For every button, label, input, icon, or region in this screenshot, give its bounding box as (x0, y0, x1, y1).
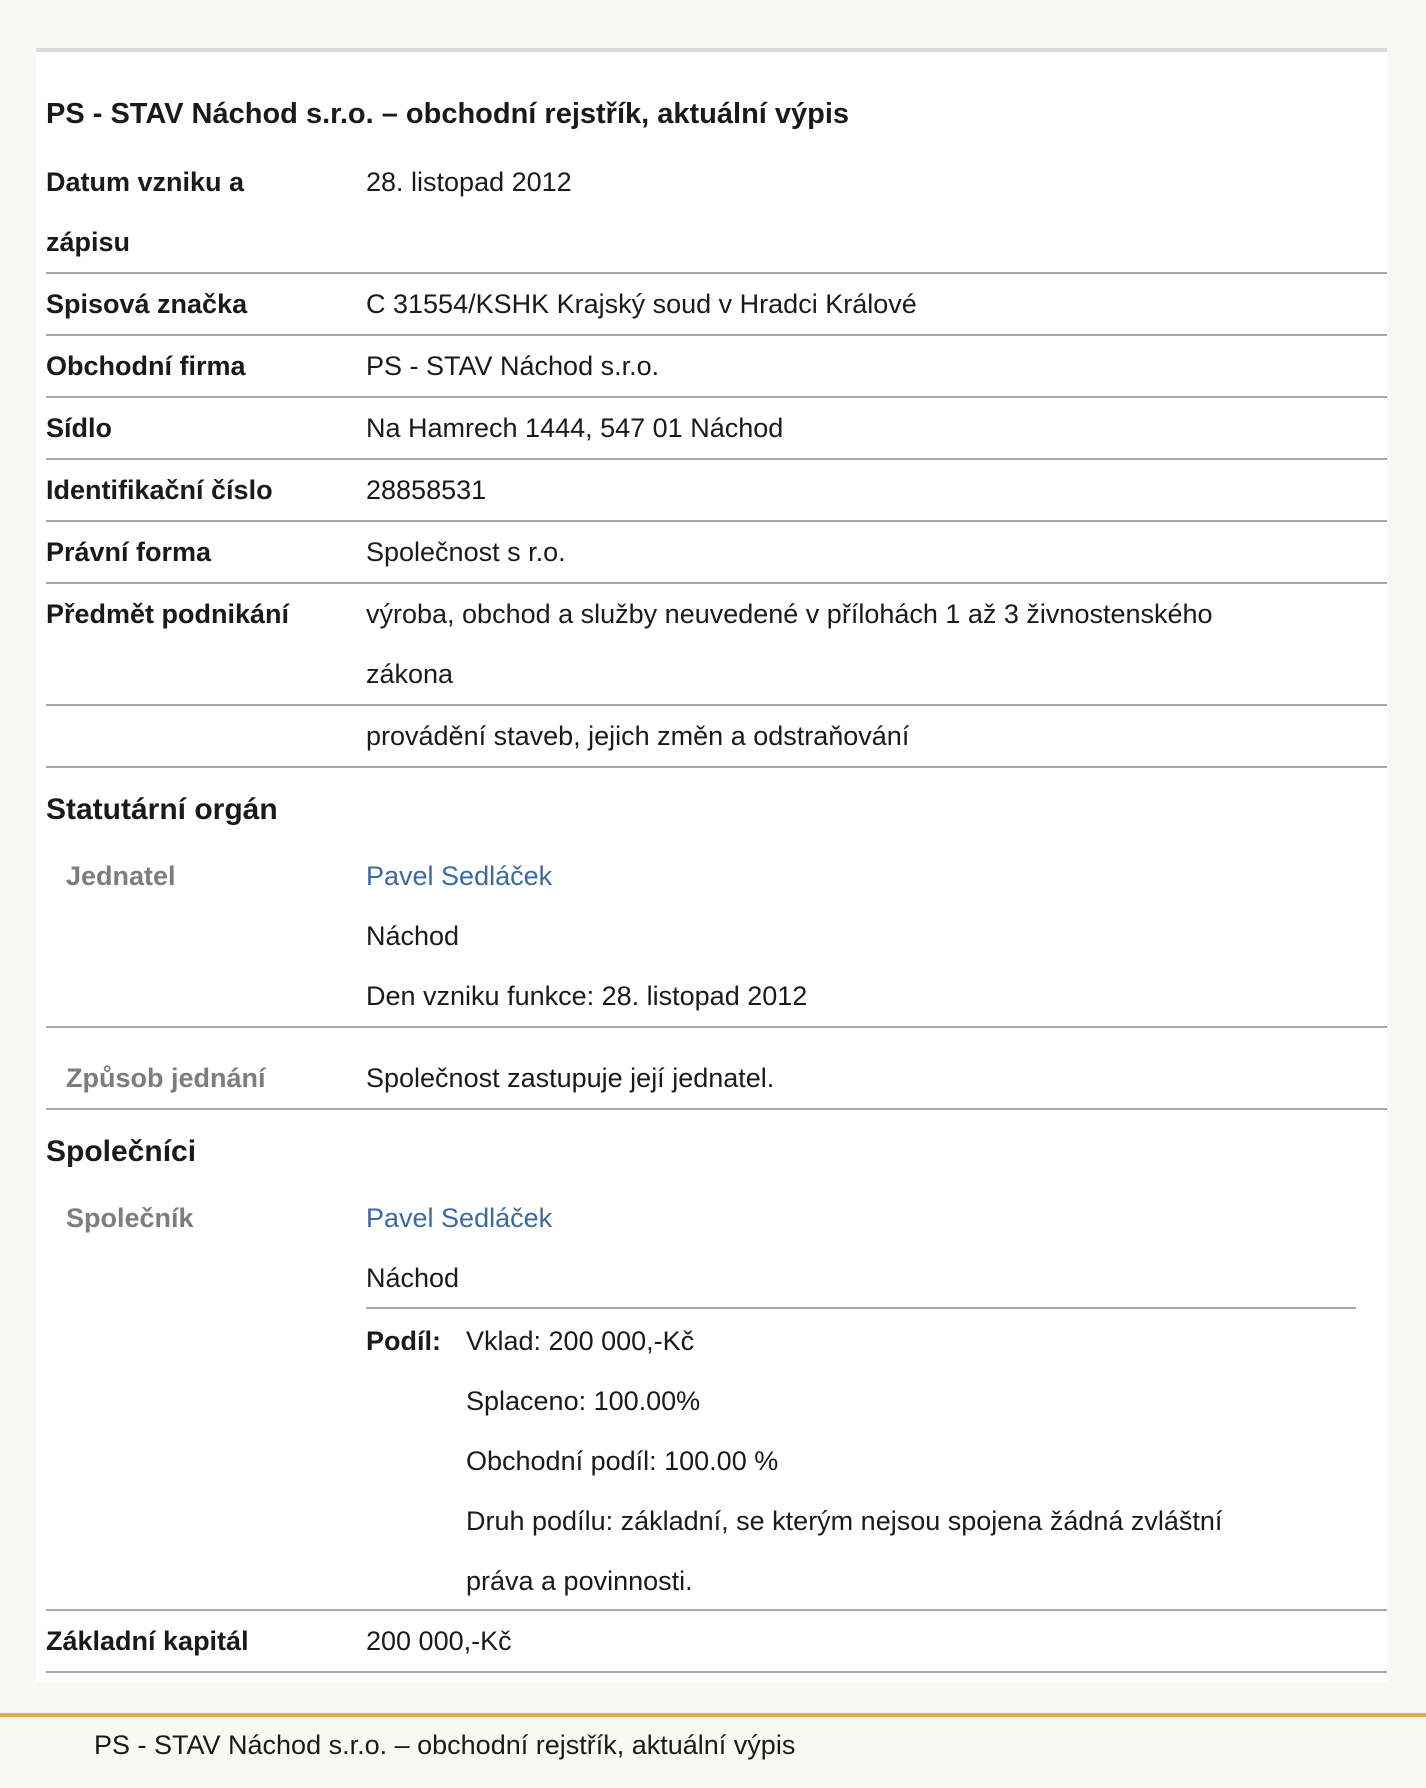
page-title: PS - STAV Náchod s.r.o. – obchodní rejstřík, aktuální výpis (46, 98, 850, 130)
row-business-name (46, 336, 1387, 398)
row-legal-form (46, 522, 1387, 584)
executive-city: Náchod (366, 921, 460, 951)
row-label: Základní kapitál (46, 1626, 249, 1656)
row-founding-date (46, 152, 1387, 274)
shareholder-city: Náchod (366, 1263, 460, 1293)
row-label: Společník (66, 1203, 194, 1233)
row-label: Jednatel (66, 861, 176, 891)
row-business-subject-2 (46, 706, 1387, 768)
row-business-subject (46, 584, 1387, 706)
row-seat (46, 398, 1387, 460)
row-label: Spisová značka (46, 289, 248, 319)
row-value: Společnost s r.o. (366, 537, 566, 567)
share-business: Obchodní podíl: 100.00 % (466, 1446, 779, 1476)
row-shareholder (46, 1188, 1387, 1308)
row-file-number (46, 274, 1387, 336)
share-type: Druh podílu: základní, se kterým nejsou spojena žádná zvláštní práva a povinnosti. (466, 1506, 1223, 1596)
row-value: výroba, obchod a služby neuvedené v přílohách 1 až 3 živnostenského zákona (366, 599, 1213, 689)
row-value: 200 000,-Kč (366, 1626, 512, 1656)
footer-divider (0, 1713, 1426, 1717)
share-paid: Splaceno: 100.00% (466, 1386, 701, 1416)
row-acting-method (46, 1048, 1387, 1110)
row-label: Datum vzniku a zápisu (46, 167, 245, 257)
row-label: Způsob jednání (66, 1063, 266, 1093)
executive-function-start: Den vzniku funkce: 28. listopad 2012 (366, 981, 808, 1011)
row-label: Obchodní firma (46, 351, 246, 381)
executive-name-link[interactable]: Pavel Sedláček (366, 861, 553, 891)
row-value: 28858531 (366, 475, 487, 505)
section-statutory-body: Statutární orgán (46, 793, 278, 826)
row-value: provádění staveb, jejich změn a odstraňování (366, 721, 910, 751)
row-label: Předmět podnikání (46, 599, 290, 629)
share-deposit: Vklad: 200 000,-Kč (466, 1326, 695, 1356)
row-capital (46, 1611, 1387, 1673)
row-executive (46, 846, 1387, 1028)
row-value: C 31554/KSHK Krajský soud v Hradci Králové (366, 289, 917, 319)
row-value: 28. listopad 2012 (366, 167, 572, 197)
row-value: Společnost zastupuje její jednatel. (366, 1063, 775, 1093)
row-id-number (46, 460, 1387, 522)
footer-title: PS - STAV Náchod s.r.o. – obchodní rejstřík, aktuální výpis (94, 1730, 796, 1760)
share-label: Podíl: (366, 1326, 441, 1356)
share-divider (366, 1307, 1356, 1309)
row-label: Sídlo (46, 413, 112, 443)
section-shareholders: Společníci (46, 1135, 197, 1168)
row-label: Právní forma (46, 537, 212, 567)
row-value: PS - STAV Náchod s.r.o. (366, 351, 660, 381)
shareholder-name-link[interactable]: Pavel Sedláček (366, 1203, 553, 1233)
row-label: Identifikační číslo (46, 475, 273, 505)
row-value: Na Hamrech 1444, 547 01 Náchod (366, 413, 784, 443)
